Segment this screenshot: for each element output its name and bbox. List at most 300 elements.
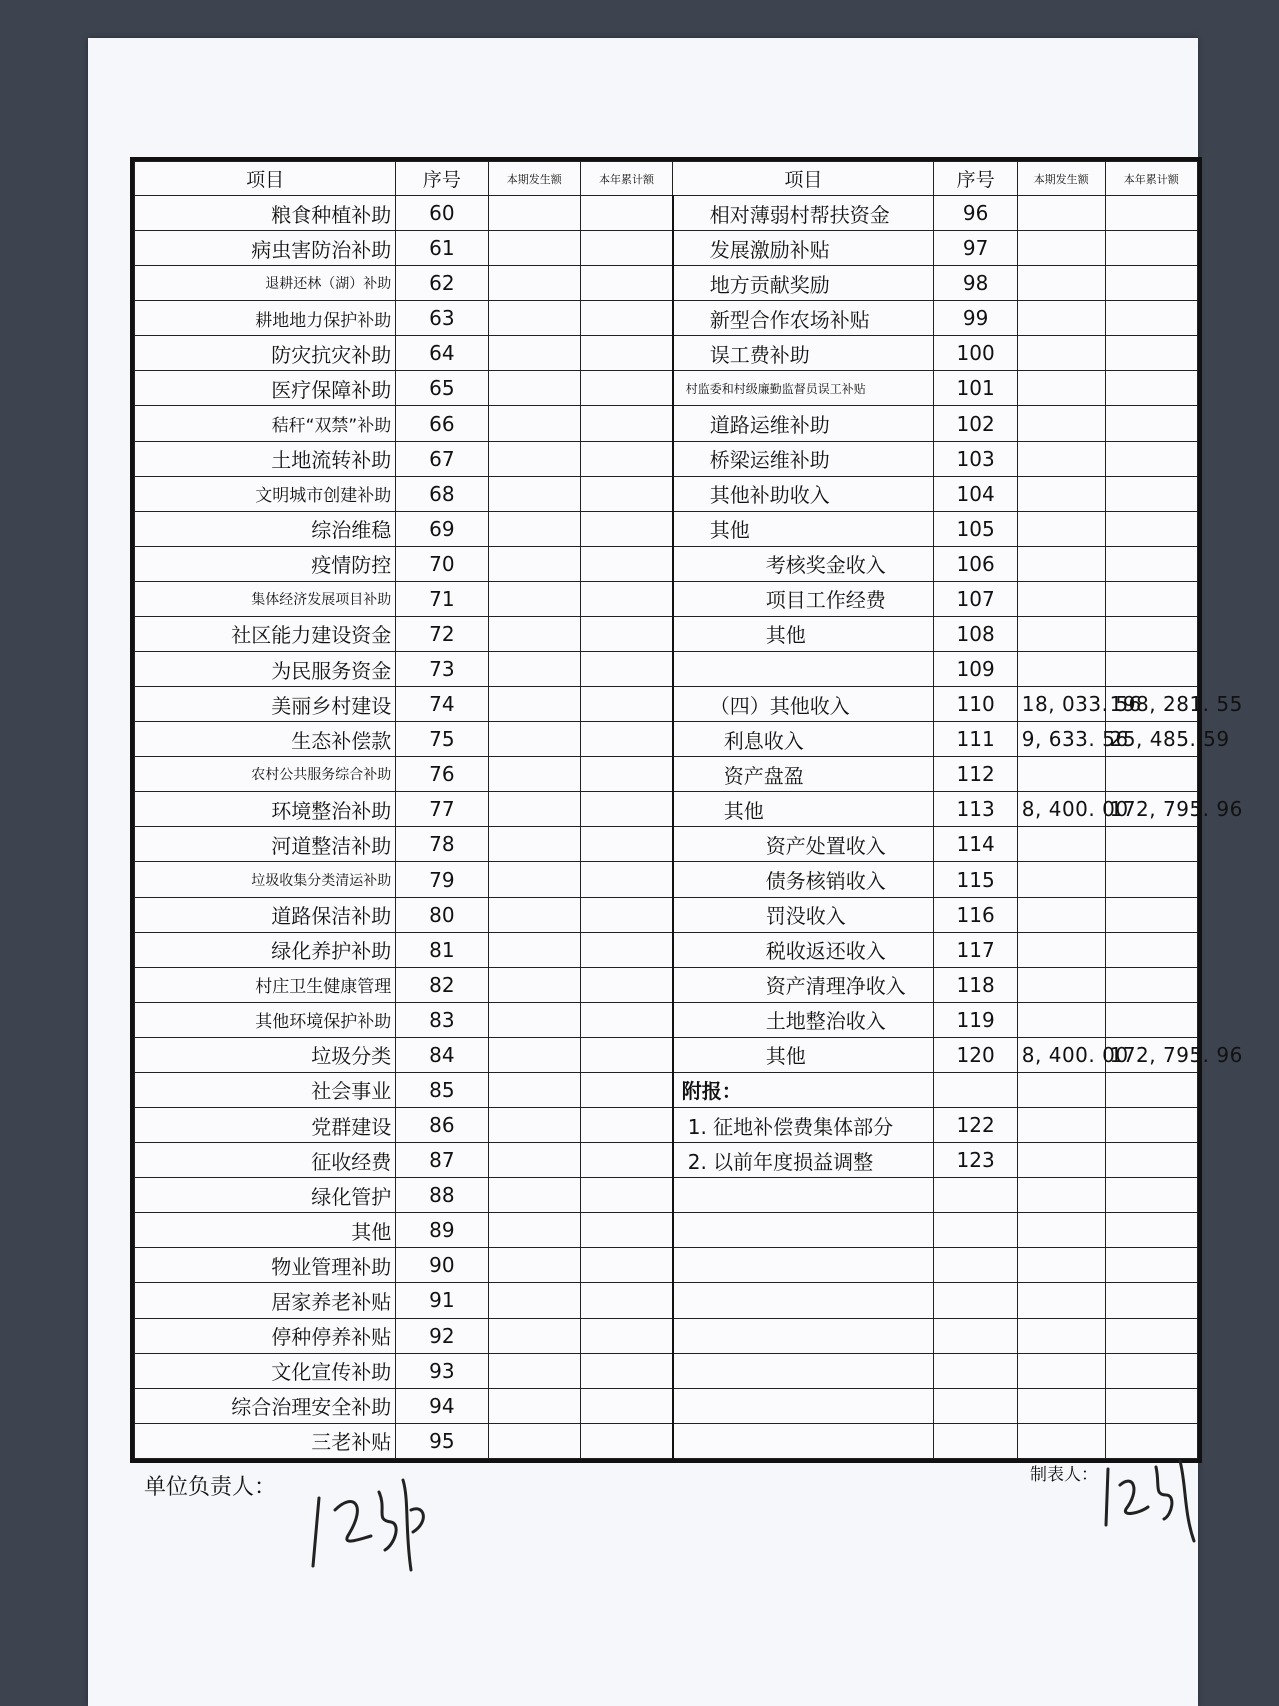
- right-item-current: [1017, 1283, 1105, 1318]
- left-item-seq: 77: [396, 792, 488, 827]
- left-item-seq: 84: [396, 1037, 488, 1072]
- right-item-ytd: [1105, 336, 1197, 371]
- right-item-name: 罚没收入: [673, 897, 934, 932]
- left-item-seq: 72: [396, 616, 488, 651]
- left-item-seq: 91: [396, 1283, 488, 1318]
- right-item-ytd: [1105, 1178, 1197, 1213]
- right-item-seq: 107: [934, 581, 1017, 616]
- table-row: [135, 511, 1198, 546]
- left-item-ytd: [580, 616, 672, 651]
- left-item-name: 综合治理安全补助: [135, 1388, 396, 1423]
- right-item-ytd: 198, 281. 55: [1105, 687, 1197, 722]
- right-item-name: 其他: [673, 616, 934, 651]
- right-item-ytd: [1105, 301, 1197, 336]
- left-item-ytd: [580, 1213, 672, 1248]
- left-item-name: 垃圾分类: [135, 1037, 396, 1072]
- right-item-current: [1017, 1213, 1105, 1248]
- unit-head-label: 单位负责人：: [144, 1475, 277, 1500]
- table-row: [135, 827, 1198, 862]
- left-item-name: 征收经费: [135, 1143, 396, 1178]
- table-row: [135, 581, 1198, 616]
- table-row: [135, 1108, 1198, 1143]
- right-item-ytd: [1105, 1143, 1197, 1178]
- left-item-current: [488, 1002, 580, 1037]
- left-item-current: [488, 336, 580, 371]
- right-item-seq: [934, 1283, 1017, 1318]
- col-header-left-ytd: 本年累计额: [580, 162, 672, 196]
- right-item-ytd: [1105, 1213, 1197, 1248]
- left-item-current: [488, 1072, 580, 1107]
- right-item-current: [1017, 476, 1105, 511]
- right-item-name: 发展激励补贴: [673, 231, 934, 266]
- right-item-current: 18, 033. 56: [1017, 687, 1105, 722]
- left-item-seq: 87: [396, 1143, 488, 1178]
- left-item-current: [488, 652, 580, 687]
- table-row: [135, 336, 1198, 371]
- table-row: [135, 546, 1198, 581]
- right-item-name: 其他: [673, 792, 934, 827]
- right-item-current: 9, 633. 56: [1017, 722, 1105, 757]
- right-item-seq: 99: [934, 301, 1017, 336]
- left-item-current: [488, 1143, 580, 1178]
- right-item-seq: 120: [934, 1037, 1017, 1072]
- right-item-name: [673, 1283, 934, 1318]
- right-item-ytd: [1105, 1388, 1197, 1423]
- right-item-name: 其他: [673, 1037, 934, 1072]
- left-item-seq: 86: [396, 1108, 488, 1143]
- right-item-current: [1017, 371, 1105, 406]
- left-item-seq: 78: [396, 827, 488, 862]
- right-item-current: [1017, 1072, 1105, 1107]
- right-item-seq: 97: [934, 231, 1017, 266]
- right-item-name: 土地整治收入: [673, 1002, 934, 1037]
- table-row: [135, 967, 1198, 1002]
- right-item-current: [1017, 441, 1105, 476]
- table-row: [135, 862, 1198, 897]
- left-item-current: [488, 371, 580, 406]
- table-row: [135, 652, 1198, 687]
- left-item-name: 文明城市创建补助: [135, 476, 396, 511]
- left-item-ytd: [580, 1108, 672, 1143]
- left-item-current: [488, 1213, 580, 1248]
- right-item-seq: 119: [934, 1002, 1017, 1037]
- right-item-seq: 98: [934, 266, 1017, 301]
- right-item-ytd: [1105, 862, 1197, 897]
- right-item-name: 新型合作农场补贴: [673, 301, 934, 336]
- left-item-current: [488, 932, 580, 967]
- right-item-seq: 105: [934, 511, 1017, 546]
- table-row: [135, 1248, 1198, 1283]
- left-item-name: 绿化养护补助: [135, 932, 396, 967]
- right-item-ytd: [1105, 757, 1197, 792]
- left-item-current: [488, 722, 580, 757]
- left-item-ytd: [580, 371, 672, 406]
- table-row: [135, 441, 1198, 476]
- right-item-name: 考核奖金收入: [673, 546, 934, 581]
- left-item-ytd: [580, 1248, 672, 1283]
- left-item-seq: 92: [396, 1318, 488, 1353]
- right-item-ytd: [1105, 652, 1197, 687]
- col-header-left-current: 本期发生额: [488, 162, 580, 196]
- right-item-ytd: [1105, 1248, 1197, 1283]
- table-row: [135, 1283, 1198, 1318]
- left-item-current: [488, 1318, 580, 1353]
- left-item-name: 农村公共服务综合补助: [135, 757, 396, 792]
- left-item-seq: 94: [396, 1388, 488, 1423]
- left-item-ytd: [580, 862, 672, 897]
- right-item-name: [673, 1248, 934, 1283]
- left-item-seq: 83: [396, 1002, 488, 1037]
- left-item-name: 疫情防控: [135, 546, 396, 581]
- left-item-ytd: [580, 1353, 672, 1388]
- right-item-name: 相对薄弱村帮扶资金: [673, 196, 934, 231]
- right-item-current: [1017, 1178, 1105, 1213]
- right-item-seq: 115: [934, 862, 1017, 897]
- right-item-current: [1017, 757, 1105, 792]
- left-item-ytd: [580, 476, 672, 511]
- right-item-seq: 106: [934, 546, 1017, 581]
- left-item-name: 美丽乡村建设: [135, 687, 396, 722]
- left-item-current: [488, 546, 580, 581]
- right-item-current: 8, 400. 00: [1017, 792, 1105, 827]
- left-item-ytd: [580, 652, 672, 687]
- right-item-ytd: [1105, 196, 1197, 231]
- left-item-seq: 74: [396, 687, 488, 722]
- left-item-current: [488, 1423, 580, 1458]
- left-item-ytd: [580, 1143, 672, 1178]
- left-item-ytd: [580, 1423, 672, 1458]
- right-item-name: 资产盘盈: [673, 757, 934, 792]
- right-item-current: [1017, 967, 1105, 1002]
- left-item-seq: 90: [396, 1248, 488, 1283]
- left-item-name: 综治维稳: [135, 511, 396, 546]
- left-item-current: [488, 581, 580, 616]
- left-item-name: 道路保洁补助: [135, 897, 396, 932]
- left-item-ytd: [580, 336, 672, 371]
- left-item-seq: 79: [396, 862, 488, 897]
- right-item-seq: 116: [934, 897, 1017, 932]
- left-item-ytd: [580, 932, 672, 967]
- right-item-ytd: [1105, 406, 1197, 441]
- left-item-name: 文化宣传补助: [135, 1353, 396, 1388]
- left-item-current: [488, 231, 580, 266]
- left-item-current: [488, 757, 580, 792]
- left-item-ytd: [580, 441, 672, 476]
- left-item-current: [488, 406, 580, 441]
- left-item-name: 社会事业: [135, 1072, 396, 1107]
- left-item-ytd: [580, 511, 672, 546]
- right-item-seq: 103: [934, 441, 1017, 476]
- left-item-seq: 80: [396, 897, 488, 932]
- right-item-name: 1. 征地补偿费集体部分: [673, 1108, 934, 1143]
- left-item-current: [488, 616, 580, 651]
- left-item-name: 绿化管护: [135, 1178, 396, 1213]
- table-body: [135, 196, 1243, 1459]
- right-item-ytd: [1105, 1108, 1197, 1143]
- right-item-seq: [934, 1178, 1017, 1213]
- left-item-seq: 89: [396, 1213, 488, 1248]
- right-item-name: [673, 1353, 934, 1388]
- col-header-left-name: 项目: [135, 162, 396, 196]
- right-item-seq: 108: [934, 616, 1017, 651]
- right-item-seq: 113: [934, 792, 1017, 827]
- right-item-seq: 123: [934, 1143, 1017, 1178]
- right-item-name: 道路运维补助: [673, 406, 934, 441]
- right-item-seq: 96: [934, 196, 1017, 231]
- right-item-current: [1017, 1002, 1105, 1037]
- left-item-seq: 76: [396, 757, 488, 792]
- left-item-name: 物业管理补助: [135, 1248, 396, 1283]
- right-item-name: 税收返还收入: [673, 932, 934, 967]
- left-item-ytd: [580, 1388, 672, 1423]
- table-row: [135, 757, 1198, 792]
- right-item-seq: [934, 1248, 1017, 1283]
- left-item-seq: 75: [396, 722, 488, 757]
- left-item-ytd: [580, 1178, 672, 1213]
- table-row: [135, 616, 1198, 651]
- left-item-ytd: [580, 687, 672, 722]
- right-item-current: [1017, 897, 1105, 932]
- left-item-current: [488, 967, 580, 1002]
- right-item-name: 债务核销收入: [673, 862, 934, 897]
- right-item-ytd: [1105, 581, 1197, 616]
- left-item-ytd: [580, 1072, 672, 1107]
- left-item-name: 环境整治补助: [135, 792, 396, 827]
- table-row: [135, 687, 1198, 722]
- right-item-seq: 109: [934, 652, 1017, 687]
- right-item-seq: [934, 1388, 1017, 1423]
- right-item-name: [673, 1318, 934, 1353]
- table-row: [135, 1037, 1198, 1072]
- left-item-current: [488, 196, 580, 231]
- right-item-seq: 110: [934, 687, 1017, 722]
- col-header-right-current: 本期发生额: [1017, 162, 1105, 196]
- right-item-current: [1017, 231, 1105, 266]
- right-item-ytd: [1105, 827, 1197, 862]
- left-item-ytd: [580, 1037, 672, 1072]
- right-item-name: 资产处置收入: [673, 827, 934, 862]
- right-item-current: [1017, 336, 1105, 371]
- right-item-ytd: [1105, 967, 1197, 1002]
- left-item-seq: 65: [396, 371, 488, 406]
- right-item-name: 项目工作经费: [673, 581, 934, 616]
- left-item-seq: 85: [396, 1072, 488, 1107]
- right-item-current: [1017, 652, 1105, 687]
- right-item-name: 其他补助收入: [673, 476, 934, 511]
- table-row: [135, 1388, 1198, 1423]
- left-item-seq: 68: [396, 476, 488, 511]
- right-item-seq: 122: [934, 1108, 1017, 1143]
- left-item-seq: 73: [396, 652, 488, 687]
- right-item-ytd: [1105, 546, 1197, 581]
- left-item-name: 停种停养补贴: [135, 1318, 396, 1353]
- right-item-seq: 101: [934, 371, 1017, 406]
- table-row: [135, 1072, 1198, 1107]
- right-item-current: [1017, 1353, 1105, 1388]
- right-item-current: [1017, 1423, 1105, 1458]
- right-item-ytd: [1105, 371, 1197, 406]
- left-item-ytd: [580, 301, 672, 336]
- left-item-current: [488, 1283, 580, 1318]
- left-item-current: [488, 1353, 580, 1388]
- right-item-name: 2. 以前年度损益调整: [673, 1143, 934, 1178]
- right-item-seq: 111: [934, 722, 1017, 757]
- right-item-current: [1017, 827, 1105, 862]
- col-header-right-name: 项目: [673, 162, 934, 196]
- table-row: [135, 196, 1198, 231]
- table-row: [135, 1213, 1198, 1248]
- right-item-seq: [934, 1423, 1017, 1458]
- right-item-ytd: [1105, 231, 1197, 266]
- table-row: [135, 371, 1198, 406]
- left-item-ytd: [580, 581, 672, 616]
- left-item-name: 防灾抗灾补助: [135, 336, 396, 371]
- right-item-name: [673, 1178, 934, 1213]
- right-item-seq: [934, 1213, 1017, 1248]
- left-item-seq: 81: [396, 932, 488, 967]
- right-item-current: [1017, 1143, 1105, 1178]
- left-item-ytd: [580, 827, 672, 862]
- right-item-name: 桥梁运维补助: [673, 441, 934, 476]
- right-item-name: [673, 1213, 934, 1248]
- right-item-name: 地方贡献奖励: [673, 266, 934, 301]
- left-item-ytd: [580, 406, 672, 441]
- left-item-seq: 82: [396, 967, 488, 1002]
- table-row: [135, 231, 1198, 266]
- left-item-seq: 64: [396, 336, 488, 371]
- left-item-ytd: [580, 967, 672, 1002]
- right-item-seq: 112: [934, 757, 1017, 792]
- left-item-seq: 67: [396, 441, 488, 476]
- right-item-current: [1017, 616, 1105, 651]
- right-item-current: [1017, 406, 1105, 441]
- left-item-name: 三老补贴: [135, 1423, 396, 1458]
- col-header-left-seq: 序号: [396, 162, 488, 196]
- col-header-right-seq: 序号: [934, 162, 1017, 196]
- right-item-ytd: 25, 485. 59: [1105, 722, 1197, 757]
- left-item-current: [488, 897, 580, 932]
- right-item-seq: 102: [934, 406, 1017, 441]
- left-item-ytd: [580, 1283, 672, 1318]
- left-item-current: [488, 792, 580, 827]
- right-item-name: 利息收入: [673, 722, 934, 757]
- right-item-ytd: [1105, 511, 1197, 546]
- right-item-name: （四）其他收入: [673, 687, 934, 722]
- right-item-name: 资产清理净收入: [673, 967, 934, 1002]
- right-item-current: [1017, 1318, 1105, 1353]
- right-item-seq: [934, 1353, 1017, 1388]
- right-item-current: [1017, 546, 1105, 581]
- left-item-current: [488, 1248, 580, 1283]
- right-item-seq: 114: [934, 827, 1017, 862]
- left-item-name: 集体经济发展项目补助: [135, 581, 396, 616]
- right-item-name: [673, 1388, 934, 1423]
- right-item-ytd: [1105, 476, 1197, 511]
- right-item-ytd: 172, 795. 96: [1105, 792, 1197, 827]
- left-item-current: [488, 1037, 580, 1072]
- table-row: [135, 476, 1198, 511]
- left-item-current: [488, 511, 580, 546]
- table-row: [135, 932, 1198, 967]
- table-header-row: [135, 162, 1198, 196]
- right-item-ytd: [1105, 616, 1197, 651]
- table-row: [135, 722, 1198, 757]
- left-item-seq: 70: [396, 546, 488, 581]
- table-row: [135, 266, 1198, 301]
- left-item-seq: 69: [396, 511, 488, 546]
- right-item-current: [1017, 1388, 1105, 1423]
- right-item-ytd: [1105, 1423, 1197, 1458]
- left-item-name: 河道整洁补助: [135, 827, 396, 862]
- right-item-current: [1017, 1248, 1105, 1283]
- col-header-right-ytd: 本年累计额: [1105, 162, 1197, 196]
- left-item-name: 粮食种植补助: [135, 196, 396, 231]
- left-item-ytd: [580, 1318, 672, 1353]
- left-item-name: 病虫害防治补助: [135, 231, 396, 266]
- report-table-frame: [130, 157, 1243, 1463]
- left-item-current: [488, 441, 580, 476]
- left-item-seq: 93: [396, 1353, 488, 1388]
- table-row: [135, 1178, 1198, 1213]
- right-item-ytd: 172, 795. 96: [1105, 1037, 1197, 1072]
- left-item-seq: 62: [396, 266, 488, 301]
- left-item-seq: 61: [396, 231, 488, 266]
- left-item-name: 耕地地力保护补助: [135, 301, 396, 336]
- left-item-name: 医疗保障补助: [135, 371, 396, 406]
- right-item-ytd: [1105, 441, 1197, 476]
- right-item-seq: 117: [934, 932, 1017, 967]
- left-item-name: 垃圾收集分类清运补助: [135, 862, 396, 897]
- left-item-ytd: [580, 792, 672, 827]
- right-item-seq: 100: [934, 336, 1017, 371]
- table-row: [135, 1002, 1198, 1037]
- right-item-current: [1017, 266, 1105, 301]
- table-row: [135, 897, 1198, 932]
- table-row: [135, 301, 1198, 336]
- left-item-name: 秸秆“双禁”补助: [135, 406, 396, 441]
- right-item-name: 其他: [673, 511, 934, 546]
- left-item-seq: 66: [396, 406, 488, 441]
- left-item-ytd: [580, 266, 672, 301]
- right-item-seq: [934, 1072, 1017, 1107]
- right-item-current: [1017, 196, 1105, 231]
- left-item-seq: 71: [396, 581, 488, 616]
- right-item-current: [1017, 511, 1105, 546]
- right-item-current: [1017, 932, 1105, 967]
- left-item-name: 土地流转补助: [135, 441, 396, 476]
- left-item-name: 居家养老补贴: [135, 1283, 396, 1318]
- table-row: [135, 1318, 1198, 1353]
- left-item-current: [488, 476, 580, 511]
- right-item-ytd: [1105, 1283, 1197, 1318]
- left-item-name: 其他环境保护补助: [135, 1002, 396, 1037]
- right-item-ytd: [1105, 932, 1197, 967]
- table-row: [135, 1423, 1198, 1458]
- left-item-ytd: [580, 231, 672, 266]
- left-item-name: 其他: [135, 1213, 396, 1248]
- preparer-label: 制表人：: [1030, 1465, 1098, 1485]
- left-item-name: 退耕还林（湖）补助: [135, 266, 396, 301]
- left-item-seq: 63: [396, 301, 488, 336]
- right-item-name: 误工费补助: [673, 336, 934, 371]
- right-item-ytd: [1105, 1002, 1197, 1037]
- left-item-current: [488, 687, 580, 722]
- right-item-ytd: [1105, 1353, 1197, 1388]
- left-item-seq: 88: [396, 1178, 488, 1213]
- left-item-ytd: [580, 757, 672, 792]
- left-item-name: 社区能力建设资金: [135, 616, 396, 651]
- left-item-seq: 60: [396, 196, 488, 231]
